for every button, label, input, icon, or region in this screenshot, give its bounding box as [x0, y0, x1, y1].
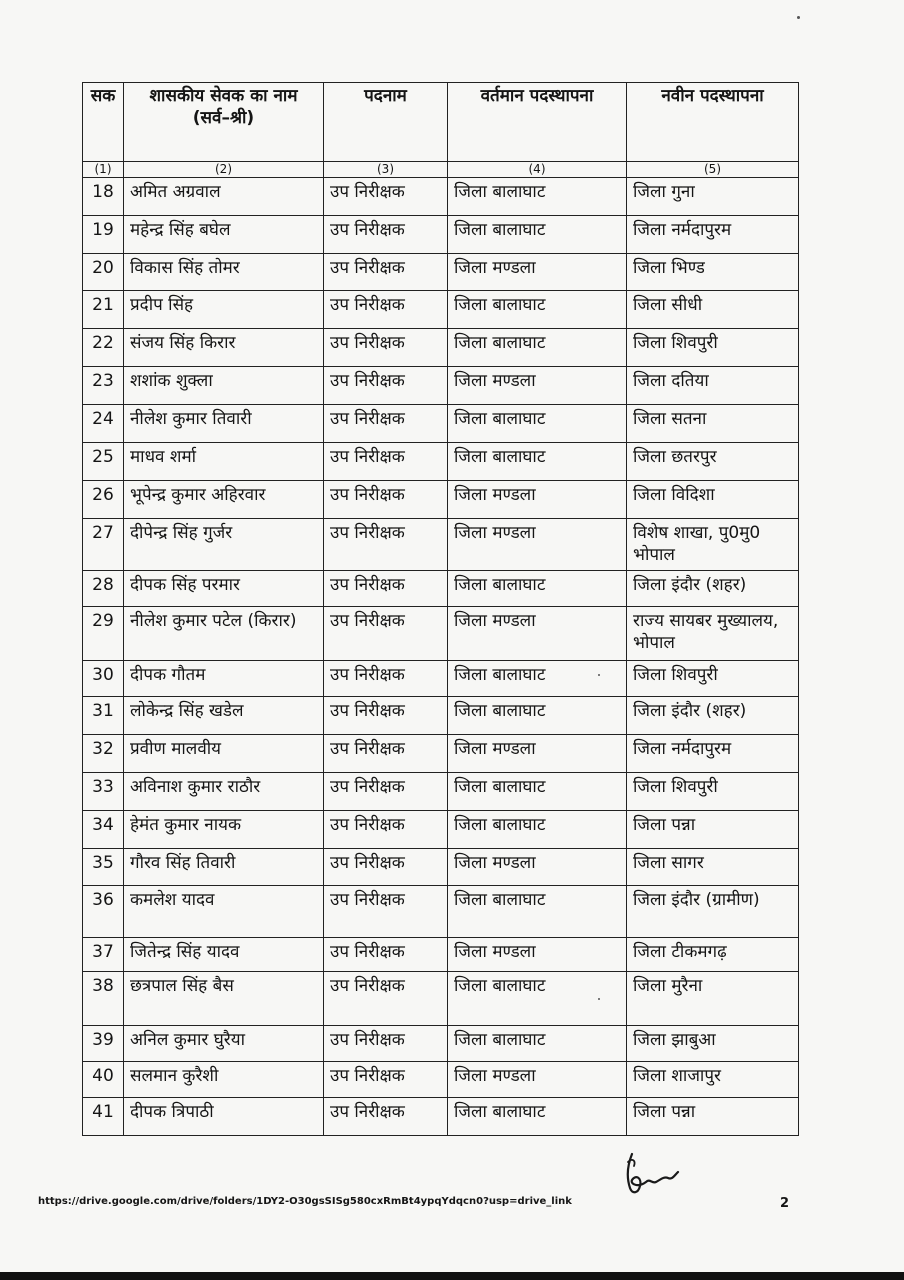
- serial-cell: 31: [83, 697, 124, 735]
- designation-cell: उप निरीक्षक: [324, 481, 448, 519]
- designation-cell: उप निरीक्षक: [324, 1098, 448, 1136]
- current-posting-cell: जिला बालाघाट: [448, 178, 627, 216]
- current-posting-cell: जिला मण्डला: [448, 1062, 627, 1098]
- header-current-posting: वर्तमान पदस्थापना: [448, 83, 627, 162]
- table-row: [83, 697, 799, 735]
- employee-name-cell: संजय सिंह किरार: [124, 329, 324, 367]
- serial-cell: 26: [83, 481, 124, 519]
- current-posting-cell: जिला मण्डला: [448, 938, 627, 972]
- employee-name-cell: माधव शर्मा: [124, 443, 324, 481]
- employee-name-cell: अमित अग्रवाल: [124, 178, 324, 216]
- designation-cell: उप निरीक्षक: [324, 216, 448, 254]
- current-posting-cell: जिला बालाघाट: [448, 661, 627, 697]
- current-posting-cell: जिला बालाघाट: [448, 972, 627, 1026]
- current-posting-cell: जिला बालाघाट: [448, 1026, 627, 1062]
- table-row: [83, 773, 799, 811]
- new-posting-cell: जिला सतना: [627, 405, 799, 443]
- employee-name-cell: कमलेश यादव: [124, 886, 324, 938]
- new-posting-cell: जिला शिवपुरी: [627, 329, 799, 367]
- serial-cell: 21: [83, 291, 124, 329]
- designation-cell: उप निरीक्षक: [324, 1062, 448, 1098]
- serial-cell: 36: [83, 886, 124, 938]
- designation-cell: उप निरीक्षक: [324, 811, 448, 849]
- new-posting-cell: जिला झाबुआ: [627, 1026, 799, 1062]
- column-number: (4): [448, 162, 627, 178]
- new-posting-cell: जिला भिण्ड: [627, 254, 799, 291]
- employee-name-cell: महेन्द्र सिंह बघेल: [124, 216, 324, 254]
- new-posting-cell: जिला पन्ना: [627, 1098, 799, 1136]
- designation-cell: उप निरीक्षक: [324, 1026, 448, 1062]
- new-posting-cell: जिला नर्मदापुरम: [627, 735, 799, 773]
- designation-cell: उप निरीक्षक: [324, 571, 448, 607]
- serial-cell: 34: [83, 811, 124, 849]
- serial-cell: 29: [83, 607, 124, 661]
- table-row: [83, 216, 799, 254]
- serial-cell: 18: [83, 178, 124, 216]
- table-row: [83, 607, 799, 661]
- new-posting-cell: जिला विदिशा: [627, 481, 799, 519]
- scan-bottom-edge: [0, 1272, 904, 1280]
- table-row: [83, 735, 799, 773]
- serial-cell: 33: [83, 773, 124, 811]
- new-posting-cell: जिला इंदौर (शहर): [627, 571, 799, 607]
- scan-speck: [797, 16, 800, 19]
- table-row: [83, 1062, 799, 1098]
- serial-cell: 22: [83, 329, 124, 367]
- new-posting-cell: विशेष शाखा, पु0मु0 भोपाल: [627, 519, 799, 571]
- current-posting-cell: जिला बालाघाट: [448, 886, 627, 938]
- current-posting-cell: जिला मण्डला: [448, 254, 627, 291]
- employee-name-cell: दीपेन्द्र सिंह गुर्जर: [124, 519, 324, 571]
- designation-cell: उप निरीक्षक: [324, 367, 448, 405]
- employee-name-cell: प्रदीप सिंह: [124, 291, 324, 329]
- employee-name-cell: नीलेश कुमार तिवारी: [124, 405, 324, 443]
- designation-cell: उप निरीक्षक: [324, 697, 448, 735]
- designation-cell: उप निरीक्षक: [324, 329, 448, 367]
- header-new-posting: नवीन पदस्थापना: [627, 83, 799, 162]
- designation-cell: उप निरीक्षक: [324, 607, 448, 661]
- employee-name-cell: दीपक त्रिपाठी: [124, 1098, 324, 1136]
- serial-cell: 35: [83, 849, 124, 886]
- table-row: [83, 938, 799, 972]
- designation-cell: उप निरीक्षक: [324, 178, 448, 216]
- employee-name-cell: विकास सिंह तोमर: [124, 254, 324, 291]
- table-row: [83, 405, 799, 443]
- employee-name-cell: भूपेन्द्र कुमार अहिरवार: [124, 481, 324, 519]
- designation-cell: उप निरीक्षक: [324, 849, 448, 886]
- employee-name-cell: हेमंत कुमार नायक: [124, 811, 324, 849]
- serial-cell: 38: [83, 972, 124, 1026]
- table-row: [83, 1098, 799, 1136]
- table-row: [83, 443, 799, 481]
- column-number: (1): [83, 162, 124, 178]
- new-posting-cell: जिला छतरपुर: [627, 443, 799, 481]
- current-posting-cell: जिला बालाघाट: [448, 697, 627, 735]
- current-posting-cell: जिला बालाघाट: [448, 811, 627, 849]
- header-row: [83, 83, 799, 162]
- scan-speck: [598, 998, 600, 1000]
- new-posting-cell: जिला मुरैना: [627, 972, 799, 1026]
- designation-cell: उप निरीक्षक: [324, 443, 448, 481]
- header-serial: सक: [83, 83, 124, 162]
- serial-cell: 27: [83, 519, 124, 571]
- employee-name-cell: अविनाश कुमार राठौर: [124, 773, 324, 811]
- column-number: (3): [324, 162, 448, 178]
- new-posting-cell: जिला इंदौर (ग्रामीण): [627, 886, 799, 938]
- table-row: [83, 254, 799, 291]
- employee-name-cell: जितेन्द्र सिंह यादव: [124, 938, 324, 972]
- current-posting-cell: जिला मण्डला: [448, 849, 627, 886]
- new-posting-cell: जिला शिवपुरी: [627, 661, 799, 697]
- serial-cell: 19: [83, 216, 124, 254]
- footer-drive-link[interactable]: https://drive.google.com/drive/folders/1DY2-O30gsSISg580cxRmBt4ypqYdqcn0?usp=drive_link: [38, 1196, 572, 1207]
- current-posting-cell: जिला बालाघाट: [448, 291, 627, 329]
- new-posting-cell: जिला टीकमगढ़: [627, 938, 799, 972]
- serial-cell: 41: [83, 1098, 124, 1136]
- employee-name-cell: नीलेश कुमार पटेल (किरार): [124, 607, 324, 661]
- page-number: 2: [780, 1196, 790, 1211]
- column-number: (2): [124, 162, 324, 178]
- current-posting-cell: जिला बालाघाट: [448, 773, 627, 811]
- designation-cell: उप निरीक्षक: [324, 291, 448, 329]
- serial-cell: 40: [83, 1062, 124, 1098]
- serial-cell: 24: [83, 405, 124, 443]
- table-row: [83, 972, 799, 1026]
- current-posting-cell: जिला मण्डला: [448, 481, 627, 519]
- employee-name-cell: शशांक शुक्ला: [124, 367, 324, 405]
- table-row: [83, 329, 799, 367]
- current-posting-cell: जिला बालाघाट: [448, 571, 627, 607]
- designation-cell: उप निरीक्षक: [324, 405, 448, 443]
- designation-cell: उप निरीक्षक: [324, 661, 448, 697]
- current-posting-cell: जिला बालाघाट: [448, 329, 627, 367]
- new-posting-cell: राज्य सायबर मुख्यालय, भोपाल: [627, 607, 799, 661]
- transfer-table: [82, 82, 799, 1136]
- header-employee-name: शासकीय सेवक का नाम (सर्व–श्री): [124, 83, 324, 162]
- table-row: [83, 178, 799, 216]
- table-row: [83, 481, 799, 519]
- employee-name-cell: प्रवीण मालवीय: [124, 735, 324, 773]
- employee-name-cell: दीपक सिंह परमार: [124, 571, 324, 607]
- signature-mark: [618, 1148, 688, 1200]
- table-row: [83, 886, 799, 938]
- current-posting-cell: जिला बालाघाट: [448, 216, 627, 254]
- current-posting-cell: जिला बालाघाट: [448, 443, 627, 481]
- employee-name-cell: अनिल कुमार घुरैया: [124, 1026, 324, 1062]
- designation-cell: उप निरीक्षक: [324, 773, 448, 811]
- serial-cell: 39: [83, 1026, 124, 1062]
- new-posting-cell: जिला गुना: [627, 178, 799, 216]
- table-row: [83, 571, 799, 607]
- designation-cell: उप निरीक्षक: [324, 735, 448, 773]
- serial-cell: 32: [83, 735, 124, 773]
- scan-speck: [598, 674, 600, 676]
- serial-cell: 30: [83, 661, 124, 697]
- employee-name-cell: छत्रपाल सिंह बैस: [124, 972, 324, 1026]
- serial-cell: 23: [83, 367, 124, 405]
- table-row: [83, 519, 799, 571]
- current-posting-cell: जिला मण्डला: [448, 367, 627, 405]
- table-row: [83, 1026, 799, 1062]
- table-row: [83, 811, 799, 849]
- employee-name-cell: गौरव सिंह तिवारी: [124, 849, 324, 886]
- serial-cell: 20: [83, 254, 124, 291]
- table-row: [83, 367, 799, 405]
- designation-cell: उप निरीक्षक: [324, 886, 448, 938]
- designation-cell: उप निरीक्षक: [324, 254, 448, 291]
- new-posting-cell: जिला नर्मदापुरम: [627, 216, 799, 254]
- new-posting-cell: जिला दतिया: [627, 367, 799, 405]
- serial-cell: 25: [83, 443, 124, 481]
- new-posting-cell: जिला पन्ना: [627, 811, 799, 849]
- header-designation: पदनाम: [324, 83, 448, 162]
- current-posting-cell: जिला बालाघाट: [448, 405, 627, 443]
- current-posting-cell: जिला मण्डला: [448, 519, 627, 571]
- column-number: (5): [627, 162, 799, 178]
- column-number-row: [83, 162, 799, 178]
- new-posting-cell: जिला शाजापुर: [627, 1062, 799, 1098]
- new-posting-cell: जिला सागर: [627, 849, 799, 886]
- table-row: [83, 849, 799, 886]
- serial-cell: 37: [83, 938, 124, 972]
- employee-name-cell: दीपक गौतम: [124, 661, 324, 697]
- designation-cell: उप निरीक्षक: [324, 972, 448, 1026]
- current-posting-cell: जिला मण्डला: [448, 735, 627, 773]
- new-posting-cell: जिला शिवपुरी: [627, 773, 799, 811]
- designation-cell: उप निरीक्षक: [324, 938, 448, 972]
- current-posting-cell: जिला बालाघाट: [448, 1098, 627, 1136]
- table-row: [83, 291, 799, 329]
- new-posting-cell: जिला सीधी: [627, 291, 799, 329]
- current-posting-cell: जिला मण्डला: [448, 607, 627, 661]
- employee-name-cell: लोकेन्द्र सिंह खडेल: [124, 697, 324, 735]
- serial-cell: 28: [83, 571, 124, 607]
- designation-cell: उप निरीक्षक: [324, 519, 448, 571]
- employee-name-cell: सलमान कुरैशी: [124, 1062, 324, 1098]
- table-row: [83, 661, 799, 697]
- new-posting-cell: जिला इंदौर (शहर): [627, 697, 799, 735]
